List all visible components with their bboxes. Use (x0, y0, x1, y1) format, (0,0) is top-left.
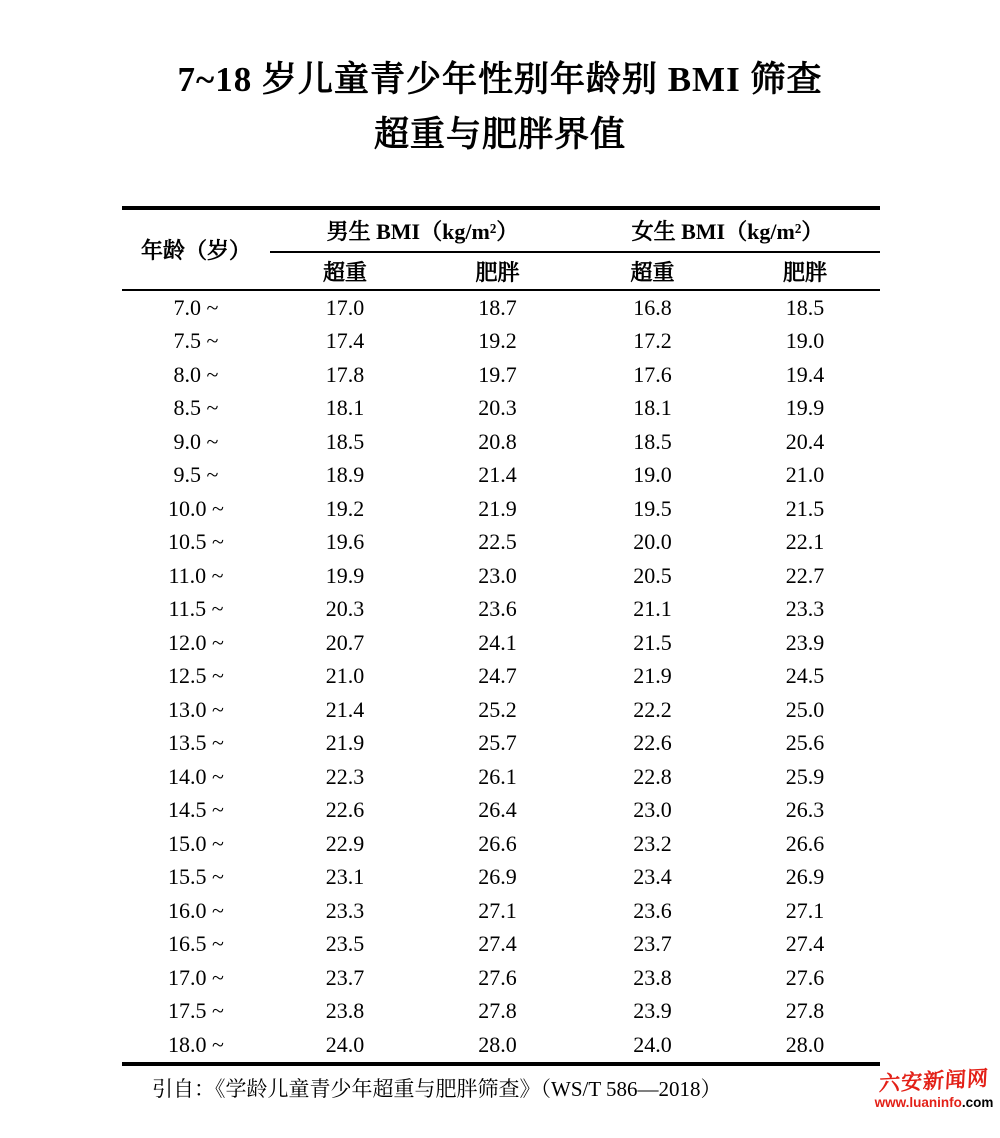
table-row (122, 894, 880, 928)
bmi-value-cell: 21.4 (325, 696, 365, 722)
table-row (122, 693, 880, 727)
bmi-value-cell: 22.6 (633, 730, 672, 756)
bmi-value-cell: 20.3 (478, 395, 517, 421)
bmi-value-cell: 25.7 (478, 730, 517, 756)
site-logo-calligraphy: 六安新闻网 (878, 1066, 990, 1096)
bmi-value-cell: 21.0 (325, 663, 365, 689)
bmi-value-cell: 22.6 (325, 797, 365, 823)
age-cell: 8.0 ~ (173, 361, 219, 387)
bmi-value-cell: 27.4 (478, 931, 517, 957)
page-title-line2: 超重与肥胖界值 (373, 115, 626, 154)
bmi-value-cell: 23.3 (325, 897, 365, 923)
age-cell: 16.5 ~ (168, 931, 224, 957)
bmi-value-cell: 19.9 (785, 395, 825, 421)
bmi-value-cell: 21.9 (633, 663, 672, 689)
bmi-value-cell: 23.3 (785, 596, 825, 622)
bmi-value-cell: 22.9 (325, 830, 365, 856)
table-row (122, 928, 880, 962)
table-row (122, 961, 880, 995)
male-overweight-header: 超重 (270, 252, 420, 290)
bmi-value-cell: 19.6 (325, 529, 365, 555)
bmi-value-cell: 20.3 (325, 596, 365, 622)
citation-text: 引自：《学龄儿童青少年超重与肥胖筛查》（WS/T 586—2018） (152, 1077, 722, 1101)
table-row (122, 392, 880, 426)
bmi-value-cell: 24.0 (325, 1031, 365, 1057)
age-cell: 12.5 ~ (168, 663, 224, 689)
age-cell: 7.5 ~ (173, 328, 219, 354)
bmi-value-cell: 20.7 (325, 629, 365, 655)
bmi-value-cell: 19.2 (478, 328, 517, 354)
bmi-value-cell: 18.7 (478, 294, 517, 320)
table-row (122, 325, 880, 359)
bmi-value-cell: 21.5 (785, 495, 825, 521)
age-cell: 14.5 ~ (168, 797, 224, 823)
age-cell: 13.5 ~ (168, 730, 224, 756)
age-cell: 9.0 ~ (173, 428, 219, 454)
table-row (122, 526, 880, 560)
table-row (122, 492, 880, 526)
table-row (122, 760, 880, 794)
bmi-value-cell: 18.9 (325, 462, 365, 488)
bmi-value-cell: 18.5 (325, 428, 365, 454)
bmi-value-cell: 23.1 (325, 864, 365, 890)
bmi-value-cell: 26.1 (478, 763, 517, 789)
site-url-suffix: .com (961, 1095, 994, 1110)
bmi-value-cell: 27.4 (785, 931, 825, 957)
bmi-value-cell: 20.0 (633, 529, 672, 555)
bmi-value-cell: 20.8 (478, 428, 517, 454)
female-bmi-group-header: 女生 BMI（kg/m²） (575, 208, 880, 252)
bmi-value-cell: 20.5 (633, 562, 672, 588)
bmi-value-cell: 23.0 (478, 562, 517, 588)
bmi-value-cell: 23.0 (633, 797, 672, 823)
bmi-value-cell: 24.0 (633, 1031, 672, 1057)
table-row (122, 660, 880, 694)
bmi-value-cell: 16.8 (633, 294, 672, 320)
bmi-value-cell: 21.4 (478, 462, 517, 488)
table-row (122, 425, 880, 459)
age-cell: 15.0 ~ (168, 830, 224, 856)
bmi-value-cell: 27.8 (785, 998, 825, 1024)
bmi-value-cell: 19.7 (478, 361, 517, 387)
bmi-value-cell: 26.3 (785, 797, 825, 823)
bmi-value-cell: 19.9 (325, 562, 365, 588)
age-cell: 7.0 ~ (173, 294, 219, 320)
male-obesity-header: 肥胖 (420, 252, 575, 290)
age-cell: 9.5 ~ (173, 462, 219, 488)
bmi-value-cell: 19.5 (633, 495, 672, 521)
age-cell: 13.0 ~ (168, 696, 224, 722)
bmi-value-cell: 21.9 (325, 730, 365, 756)
bmi-value-cell: 19.0 (633, 462, 672, 488)
bmi-value-cell: 26.9 (785, 864, 825, 890)
bmi-value-cell: 25.0 (785, 696, 825, 722)
bmi-value-cell: 22.5 (478, 529, 517, 555)
bmi-value-cell: 27.1 (785, 897, 825, 923)
page-title-line1: 7~18 岁儿童青少年性别年龄别 BMI 筛查 (177, 60, 823, 99)
site-url-main: www.luaninfo (874, 1095, 962, 1110)
bmi-value-cell: 26.6 (785, 830, 825, 856)
bmi-value-cell: 26.4 (478, 797, 517, 823)
bmi-value-cell: 23.7 (325, 964, 365, 990)
bmi-value-cell: 27.6 (478, 964, 517, 990)
bmi-value-cell: 17.4 (325, 328, 365, 354)
table-row (122, 559, 880, 593)
age-cell: 17.0 ~ (168, 964, 224, 990)
site-watermark (870, 1066, 998, 1110)
age-cell: 10.0 ~ (168, 495, 224, 521)
bmi-value-cell: 23.6 (478, 596, 517, 622)
age-cell: 10.5 ~ (168, 529, 224, 555)
bmi-value-cell: 26.9 (478, 864, 517, 890)
group-header-row (122, 208, 880, 252)
bmi-cutoff-table (122, 206, 880, 1066)
bmi-value-cell: 21.1 (633, 596, 672, 622)
bmi-value-cell: 28.0 (785, 1031, 825, 1057)
bmi-value-cell: 18.5 (633, 428, 672, 454)
site-url (870, 1096, 998, 1110)
bmi-value-cell: 23.9 (785, 629, 825, 655)
bmi-value-cell: 24.7 (478, 663, 517, 689)
bmi-value-cell: 22.1 (785, 529, 825, 555)
bmi-value-cell: 23.8 (633, 964, 672, 990)
bmi-value-cell: 17.0 (325, 294, 365, 320)
age-cell: 14.0 ~ (168, 763, 224, 789)
age-cell: 16.0 ~ (168, 897, 224, 923)
table-row (122, 861, 880, 895)
table-row (122, 1028, 880, 1064)
bmi-value-cell: 27.1 (478, 897, 517, 923)
bmi-value-cell: 27.8 (478, 998, 517, 1024)
bmi-value-cell: 19.0 (785, 328, 825, 354)
bmi-value-cell: 23.8 (325, 998, 365, 1024)
bmi-value-cell: 21.5 (633, 629, 672, 655)
bmi-value-cell: 17.8 (325, 361, 365, 387)
age-cell: 11.5 ~ (168, 596, 224, 622)
table-row (122, 459, 880, 493)
bmi-value-cell: 22.7 (785, 562, 825, 588)
female-obesity-header: 肥胖 (730, 252, 880, 290)
table-row (122, 358, 880, 392)
age-cell: 17.5 ~ (168, 998, 224, 1024)
table-row (122, 995, 880, 1029)
bmi-value-cell: 23.5 (325, 931, 365, 957)
bmi-value-cell: 25.9 (785, 763, 825, 789)
bmi-value-cell: 18.5 (785, 294, 825, 320)
bmi-value-cell: 20.4 (785, 428, 825, 454)
bmi-value-cell: 18.1 (325, 395, 365, 421)
age-cell: 11.0 ~ (168, 562, 224, 588)
bmi-value-cell: 19.2 (325, 495, 365, 521)
table-row (122, 727, 880, 761)
page-title (0, 52, 1000, 162)
age-cell: 12.0 ~ (168, 629, 224, 655)
bmi-value-cell: 23.6 (633, 897, 672, 923)
male-bmi-group-header: 男生 BMI（kg/m²） (270, 208, 575, 252)
table-row (122, 593, 880, 627)
bmi-value-cell: 23.7 (633, 931, 672, 957)
age-cell: 8.5 ~ (173, 395, 219, 421)
bmi-value-cell: 22.3 (325, 763, 365, 789)
bmi-value-cell: 22.8 (633, 763, 672, 789)
bmi-value-cell: 17.6 (633, 361, 672, 387)
age-cell: 15.5 ~ (168, 864, 224, 890)
bmi-value-cell: 21.9 (478, 495, 517, 521)
bmi-value-cell: 22.2 (633, 696, 672, 722)
bmi-value-cell: 23.4 (633, 864, 672, 890)
bmi-value-cell: 23.9 (633, 998, 672, 1024)
bmi-value-cell: 27.6 (785, 964, 825, 990)
bmi-value-cell: 23.2 (633, 830, 672, 856)
bmi-value-cell: 26.6 (478, 830, 517, 856)
table-row (122, 290, 880, 325)
bmi-value-cell: 25.6 (785, 730, 825, 756)
table-row (122, 626, 880, 660)
bmi-value-cell: 18.1 (633, 395, 672, 421)
female-overweight-header: 超重 (575, 252, 730, 290)
age-column-header: 年龄（岁） (122, 208, 270, 290)
table-row (122, 794, 880, 828)
table-body (122, 290, 880, 1064)
bmi-value-cell: 21.0 (785, 462, 825, 488)
table-header (122, 208, 880, 290)
bmi-value-cell: 28.0 (478, 1031, 517, 1057)
bmi-value-cell: 25.2 (478, 696, 517, 722)
bmi-value-cell: 17.2 (633, 328, 672, 354)
bmi-value-cell: 19.4 (785, 361, 825, 387)
bmi-value-cell: 24.5 (785, 663, 825, 689)
bmi-value-cell: 24.1 (478, 629, 517, 655)
age-cell: 18.0 ~ (168, 1031, 224, 1057)
table-row (122, 827, 880, 861)
